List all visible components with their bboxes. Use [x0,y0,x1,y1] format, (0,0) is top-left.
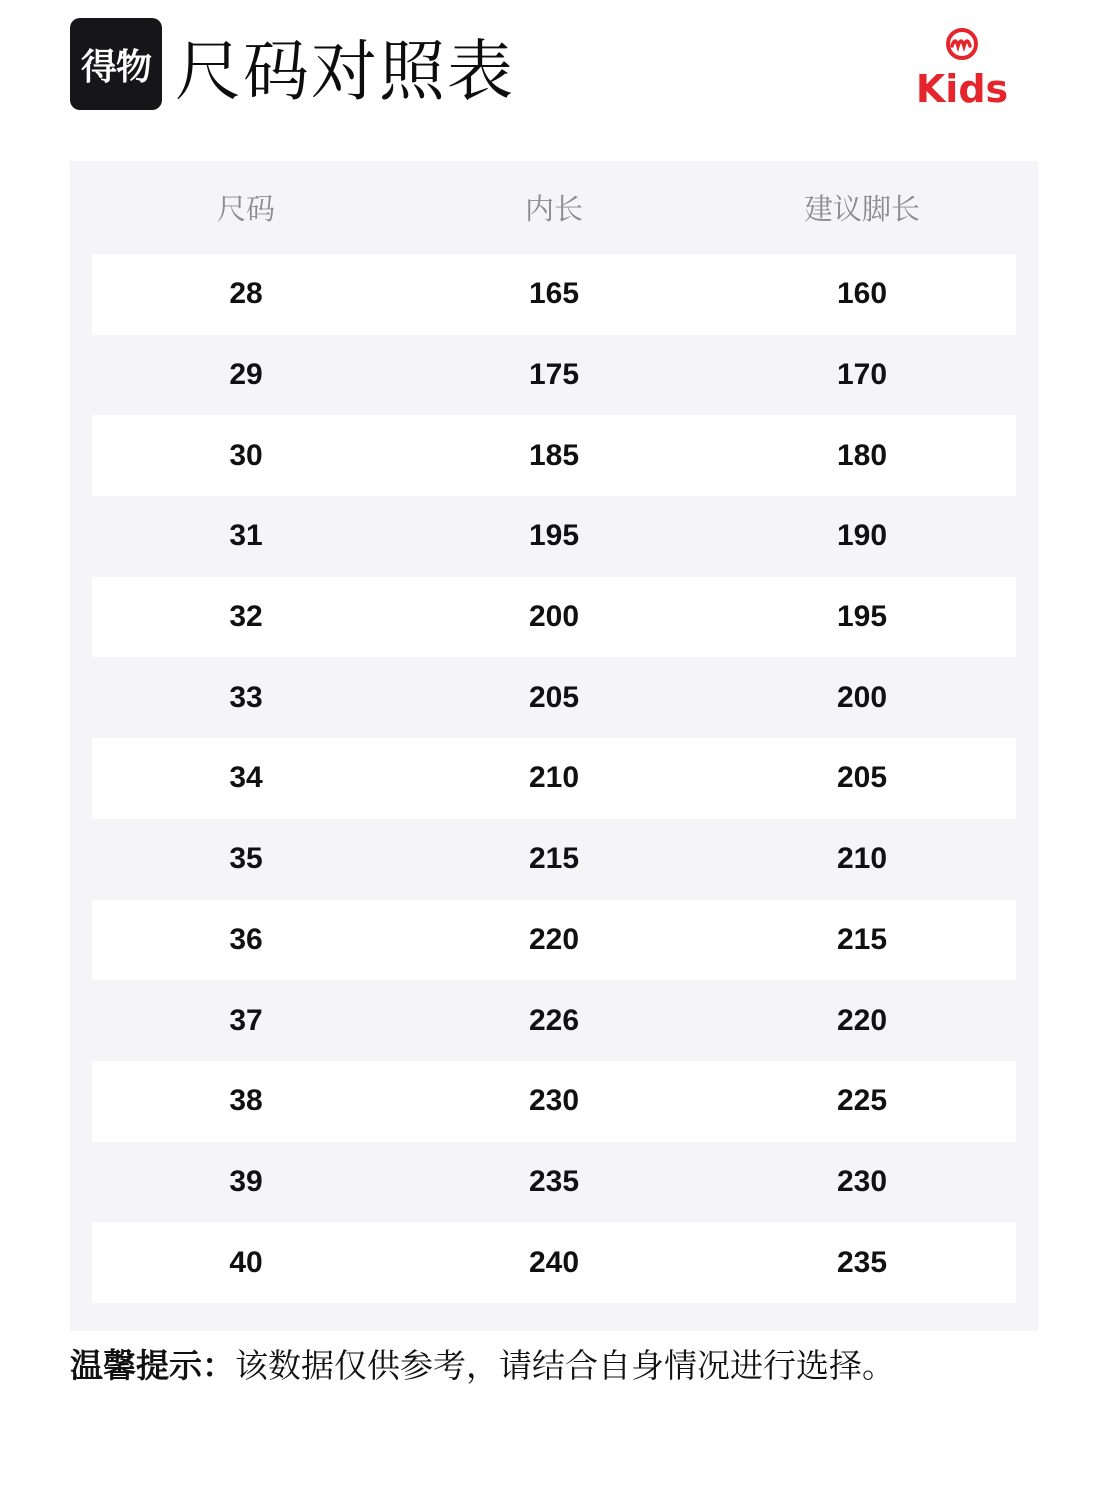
table-row [92,657,1016,738]
cell-inner-length: 175 [528,358,580,392]
cell-foot-length: 220 [836,1003,888,1037]
cell-size: 34 [229,761,263,795]
cell-size: 38 [229,1084,263,1118]
page-title: 尺码对照表 [175,33,515,110]
cell-inner-length: 200 [528,600,580,634]
table-row [92,335,1016,416]
cell-inner-length: 226 [528,1003,580,1037]
column-header-inner-length: 内长 [524,192,583,226]
cell-inner-length: 205 [528,680,580,714]
table-row [92,415,1016,496]
column-header-foot-length: 建议脚长 [803,192,920,226]
abc-kids-logo [916,28,1008,108]
table-row [92,577,1016,658]
cell-size: 30 [229,438,263,472]
tip-text: 该数据仅供参考，请结合自身情况进行选择。 [235,1346,895,1385]
cell-size: 40 [229,1245,263,1279]
table-row [92,254,1016,335]
table-row [92,1142,1016,1223]
table-row [92,819,1016,900]
cell-size: 32 [229,600,263,634]
cell-inner-length: 240 [528,1245,580,1279]
cell-foot-length: 215 [836,922,888,956]
cell-foot-length: 210 [836,842,888,876]
cell-foot-length: 190 [836,519,888,553]
table-row [92,980,1016,1061]
cell-foot-length: 225 [836,1084,888,1118]
header [70,18,1038,118]
cell-foot-length: 200 [836,680,888,714]
cell-inner-length: 215 [528,842,580,876]
cell-size: 35 [229,842,263,876]
cell-foot-length: 180 [836,438,888,472]
cell-inner-length: 195 [528,519,580,553]
cell-foot-length: 205 [836,761,888,795]
cell-foot-length: 195 [836,600,888,634]
cell-inner-length: 230 [528,1084,580,1118]
kids-logo-text: Kids [916,67,1008,108]
cell-foot-length: 230 [836,1164,888,1198]
cell-foot-length: 235 [836,1245,888,1279]
table-row [92,738,1016,819]
cell-size: 39 [229,1164,263,1198]
cell-size: 36 [229,922,263,956]
tip-label: 温馨提示： [70,1346,235,1385]
cell-size: 29 [229,358,263,392]
cell-inner-length: 210 [528,761,580,795]
cell-inner-length: 165 [528,277,580,311]
cell-inner-length: 220 [528,922,580,956]
cell-foot-length: 160 [836,277,888,311]
tip-note [70,1340,1038,1392]
cell-size: 33 [229,680,263,714]
brand-logo [70,18,162,110]
table-row [92,1222,1016,1303]
table-body [92,254,1016,1303]
cell-size: 28 [229,277,263,311]
cell-inner-length: 235 [528,1164,580,1198]
table-header [92,161,1016,254]
brand-logo-text: 得物 [80,46,151,88]
column-header-size: 尺码 [216,192,275,226]
table-row [92,496,1016,577]
cell-size: 31 [229,519,263,553]
cell-inner-length: 185 [528,438,580,472]
cell-size: 37 [229,1003,263,1037]
table-row [92,900,1016,981]
size-table [70,161,1038,1331]
abc-kids-logo-graphic [916,28,1008,108]
table-row [92,1061,1016,1142]
cell-foot-length: 170 [836,358,888,392]
